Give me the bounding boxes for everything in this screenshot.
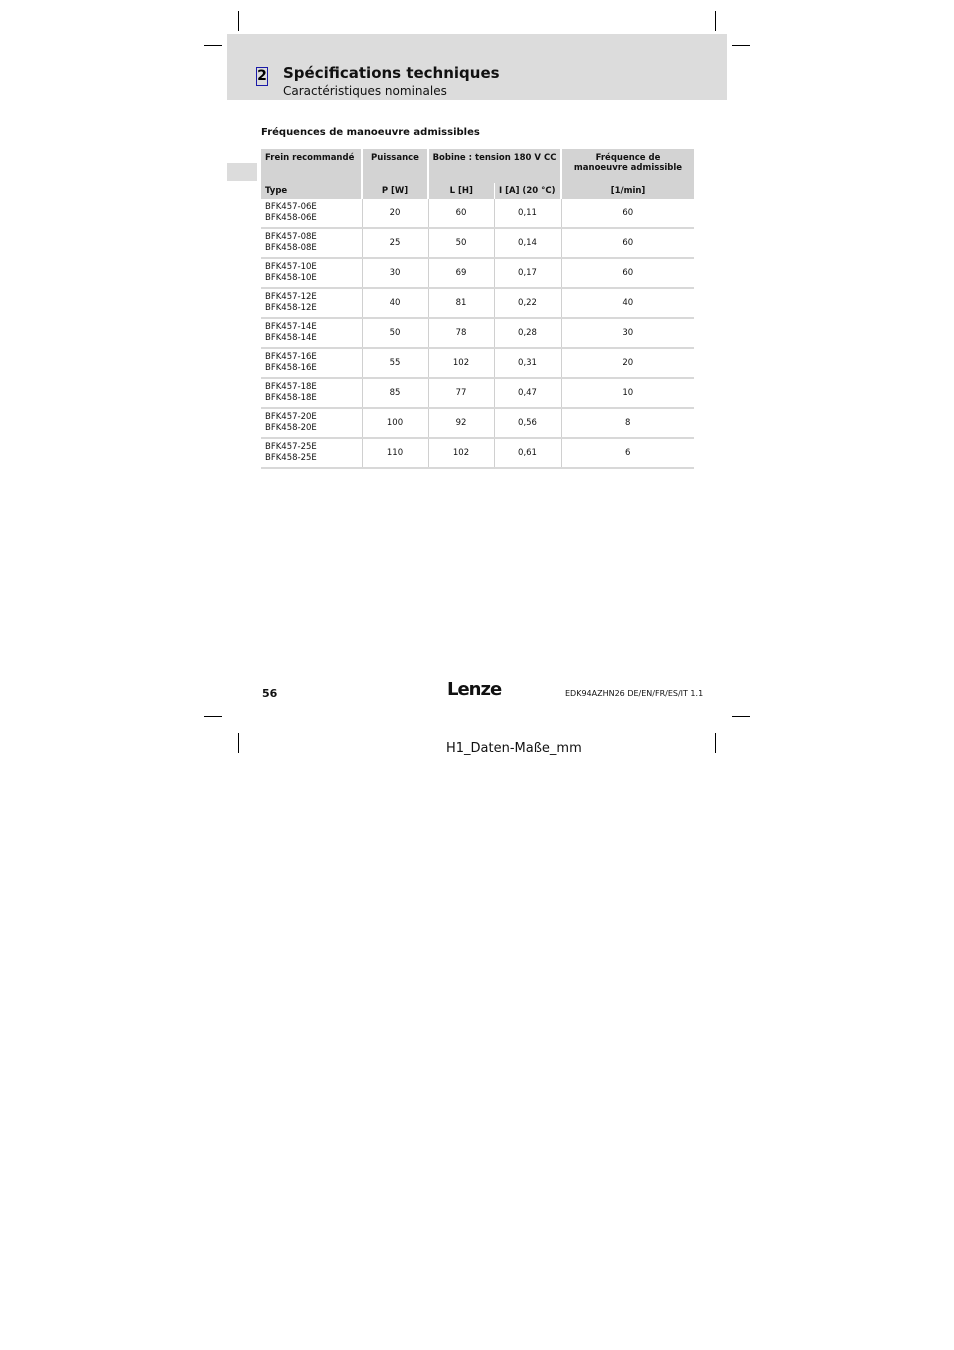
cell-current: 0,14 (494, 228, 561, 258)
type-line-457: BFK457-14E (265, 321, 317, 332)
header-power: Puissance (362, 149, 428, 183)
crop-mark-top-right-v (715, 11, 716, 31)
cell-current: 0,17 (494, 258, 561, 288)
cell-power: 25 (362, 228, 428, 258)
cell-frequency: 10 (561, 378, 694, 408)
cell-frequency: 6 (561, 438, 694, 468)
type-line-458: BFK458-14E (265, 333, 317, 343)
cell-power: 40 (362, 288, 428, 318)
crop-mark-bottom-left-v (238, 733, 239, 753)
cell-inductance: 69 (428, 258, 494, 288)
cell-inductance: 77 (428, 378, 494, 408)
cell-power: 55 (362, 348, 428, 378)
cell-current: 0,22 (494, 288, 561, 318)
crop-mark-bottom-left-h (204, 716, 222, 717)
header-current: I [A] (20 °C) (494, 183, 561, 199)
cell-current: 0,11 (494, 199, 561, 228)
cell-frequency: 20 (561, 348, 694, 378)
cell-inductance: 92 (428, 408, 494, 438)
crop-mark-bottom-right-v (715, 733, 716, 753)
crop-mark-top-right-h (732, 45, 750, 46)
type-line-457: BFK457-06E (265, 201, 317, 212)
type-line-457: BFK457-12E (265, 291, 317, 302)
section-title: Fréquences de manoeuvre admissibles (261, 127, 480, 138)
cell-inductance: 78 (428, 318, 494, 348)
cell-type (261, 438, 362, 468)
cell-current: 0,31 (494, 348, 561, 378)
cell-frequency: 60 (561, 258, 694, 288)
type-line-458: BFK458-10E (265, 273, 317, 283)
cell-inductance: 60 (428, 199, 494, 228)
cell-inductance: 102 (428, 438, 494, 468)
table-row (261, 318, 694, 348)
table-row (261, 408, 694, 438)
header-frequency: Fréquence de manoeuvre admissible (561, 149, 694, 183)
cell-inductance: 50 (428, 228, 494, 258)
type-line-458: BFK458-12E (265, 303, 317, 313)
header-type: Type (261, 183, 362, 199)
cell-power: 20 (362, 199, 428, 228)
cell-current: 0,56 (494, 408, 561, 438)
cell-type (261, 348, 362, 378)
cell-inductance: 81 (428, 288, 494, 318)
document-code: EDK94AZHN26 DE/EN/FR/ES/IT 1.1 (565, 689, 704, 698)
cell-inductance: 102 (428, 348, 494, 378)
side-tab (227, 163, 257, 181)
cell-type (261, 228, 362, 258)
cell-frequency: 30 (561, 318, 694, 348)
table-row (261, 288, 694, 318)
footer-file-name: H1_Daten-Maße_mm (446, 741, 582, 756)
type-line-457: BFK457-16E (265, 351, 317, 362)
crop-mark-top-left-h (204, 45, 222, 46)
table-row (261, 348, 694, 378)
type-line-457: BFK457-10E (265, 261, 317, 272)
table-header-row-bottom (261, 183, 694, 199)
table-row (261, 378, 694, 408)
page-number: 56 (262, 687, 278, 700)
cell-power: 50 (362, 318, 428, 348)
cell-frequency: 8 (561, 408, 694, 438)
type-line-458: BFK458-18E (265, 393, 317, 403)
chapter-number[interactable]: 2 (257, 68, 267, 84)
header-power-unit: P [W] (362, 183, 428, 199)
cell-power: 30 (362, 258, 428, 288)
cell-type (261, 318, 362, 348)
type-line-457: BFK457-08E (265, 231, 317, 242)
table-row (261, 199, 694, 228)
table-row (261, 438, 694, 468)
cell-type (261, 258, 362, 288)
page-subtitle: Caractéristiques nominales (283, 84, 447, 98)
type-line-457: BFK457-20E (265, 411, 317, 422)
type-line-457: BFK457-18E (265, 381, 317, 392)
header-coil: Bobine : tension 180 V CC (428, 149, 561, 183)
type-line-458: BFK458-20E (265, 423, 317, 433)
cell-power: 85 (362, 378, 428, 408)
header-brake: Frein recommandé (261, 149, 362, 183)
cell-type (261, 408, 362, 438)
type-line-458: BFK458-25E (265, 453, 317, 463)
type-line-458: BFK458-16E (265, 363, 317, 373)
cell-power: 100 (362, 408, 428, 438)
type-line-457: BFK457-25E (265, 441, 317, 452)
type-line-458: BFK458-08E (265, 243, 317, 253)
cell-current: 0,47 (494, 378, 561, 408)
frequency-table (261, 149, 694, 469)
table-row (261, 258, 694, 288)
cell-frequency: 60 (561, 199, 694, 228)
page-title: Spécifications techniques (283, 64, 500, 82)
cell-frequency: 60 (561, 228, 694, 258)
type-line-458: BFK458-06E (265, 213, 317, 223)
cell-type (261, 199, 362, 228)
header-frequency-unit: [1/min] (561, 183, 694, 199)
cell-frequency: 40 (561, 288, 694, 318)
cell-current: 0,28 (494, 318, 561, 348)
cell-power: 110 (362, 438, 428, 468)
header-inductance: L [H] (428, 183, 494, 199)
cell-type (261, 378, 362, 408)
crop-mark-bottom-right-h (732, 716, 750, 717)
table-row (261, 228, 694, 258)
cell-current: 0,61 (494, 438, 561, 468)
cell-type (261, 288, 362, 318)
crop-mark-top-left-v (238, 11, 239, 31)
table-header-row-top (261, 149, 694, 183)
lenze-logo: Lenze (447, 679, 502, 700)
